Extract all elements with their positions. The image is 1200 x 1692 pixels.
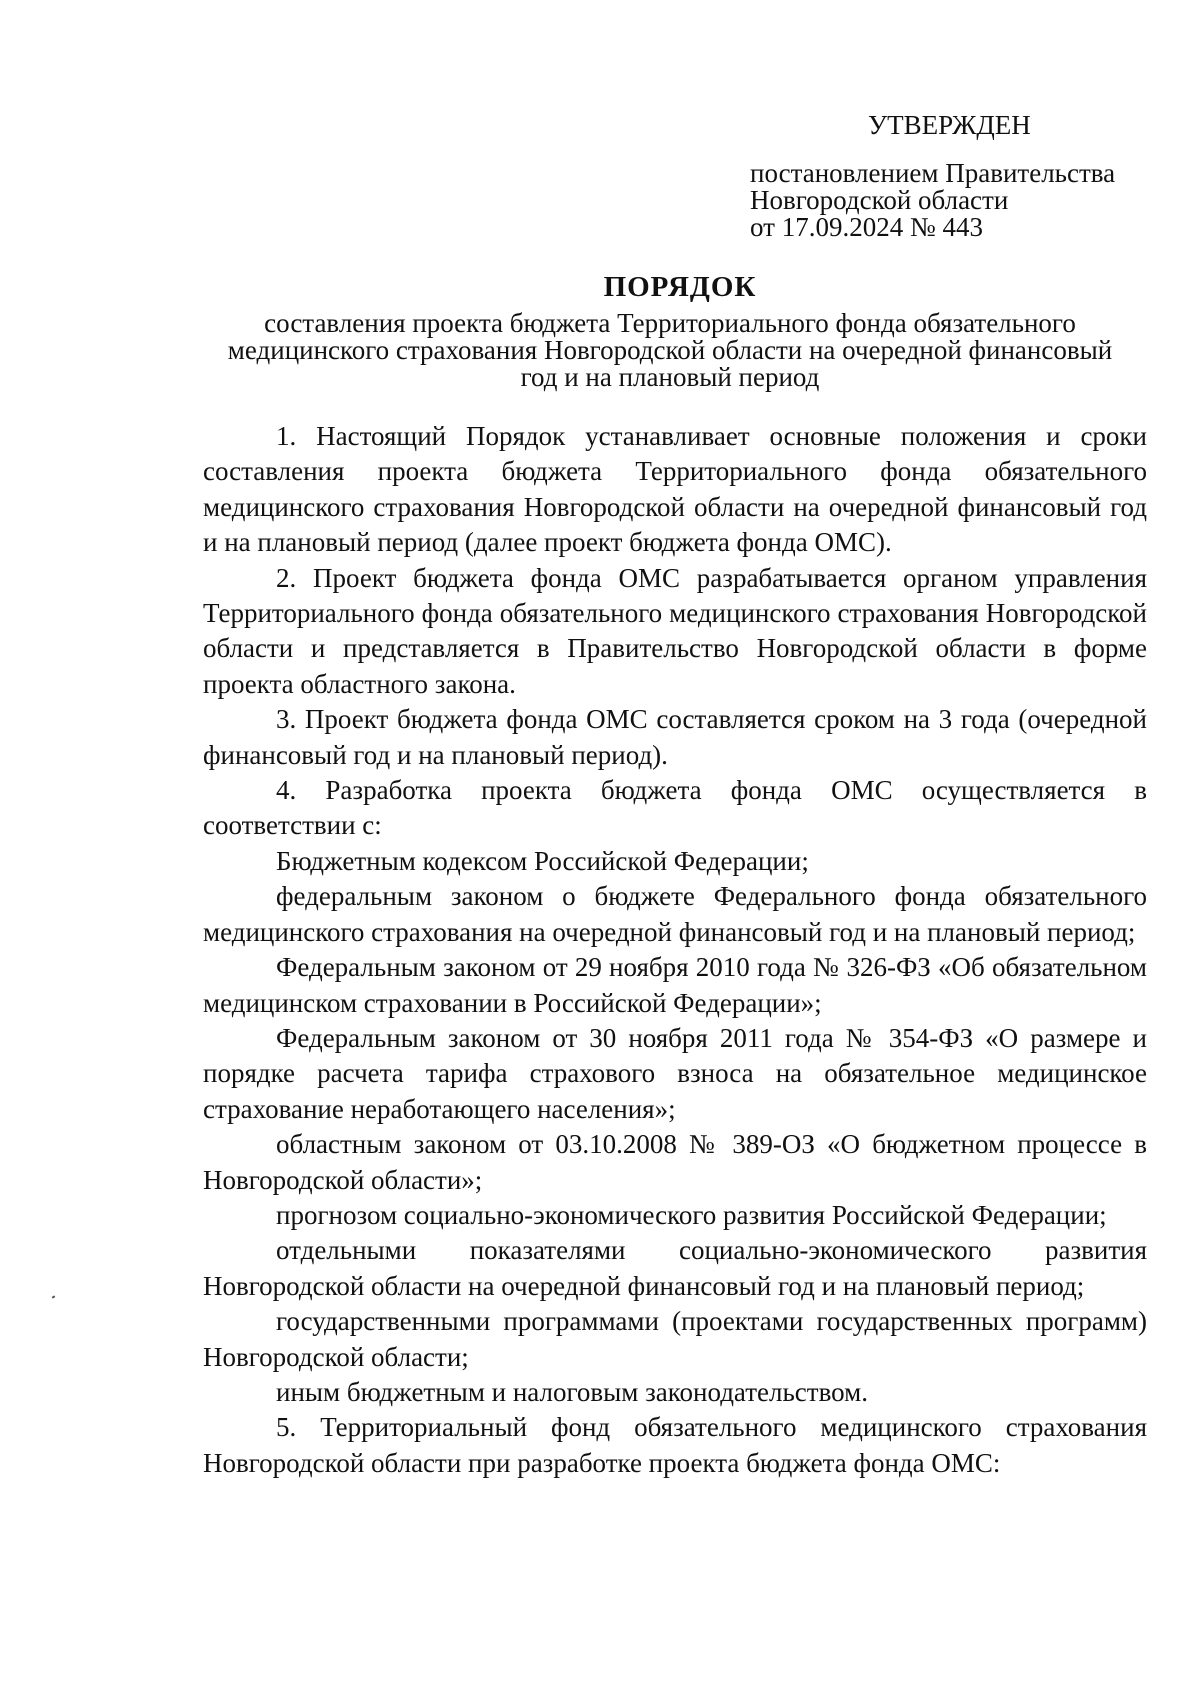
approval-line: постановлением Правительства bbox=[750, 158, 1116, 188]
document-body bbox=[203, 419, 1147, 1481]
paragraph-5: 5. Территориальный фонд обязательного медицинского страхования Новгородской области при разработке проекта бюджета фонда ОМС: bbox=[203, 1412, 1147, 1478]
list-item: Федеральным законом от 30 ноября 2011 года № 354-ФЗ «О размере и порядке расчета тарифа страхового взноса на обязательное медицинское страхование неработающего населения»; bbox=[203, 1022, 1147, 1124]
list-item: Бюджетным кодексом Российской Федерации; bbox=[276, 845, 809, 876]
document-title: ПОРЯДОК bbox=[603, 271, 757, 303]
subtitle-line: медицинского страхования Новгородской области на очередной финансовый bbox=[227, 335, 1113, 365]
list-item: иным бюджетным и налоговым законодательством. bbox=[276, 1376, 868, 1407]
document-subtitle bbox=[190, 310, 1150, 391]
paragraph-1: 1. Настоящий Порядок устанавливает основные положения и сроки составления проекта бюджета Территориального фонда обязательного медицинского страхования Новгородской области на очередной финансовый год и на плановый период (далее проект бюджета фонда ОМС). bbox=[203, 421, 1147, 558]
approval-line: Новгородской области bbox=[750, 185, 1009, 215]
approval-date-number: от 17.09.2024 № 443 bbox=[750, 212, 983, 242]
paragraph-3: 3. Проект бюджета фонда ОМС составляется сроком на 3 года (очередной финансовый год и на плановый период). bbox=[203, 704, 1147, 770]
list-item: отдельными показателями социально-экономического развития Новгородской области на очередной финансовый год и на плановый период; bbox=[203, 1235, 1147, 1301]
list-item: Федеральным законом от 29 ноября 2010 года № 326-ФЗ «Об обязательном медицинском страховании в Российской Федерации»; bbox=[203, 952, 1147, 1018]
list-item: федеральным законом о бюджете Федерального фонда обязательного медицинского страхования на очередной финансовый год и на плановый период; bbox=[203, 881, 1147, 947]
approval-stamp bbox=[750, 112, 1150, 241]
scan-speck bbox=[52, 1295, 56, 1298]
list-item: государственными программами (проектами государственных программ) Новгородской области; bbox=[203, 1306, 1147, 1372]
paragraph-4: 4. Разработка проекта бюджета фонда ОМС осуществляется в соответствии с: bbox=[203, 775, 1147, 841]
list-item: прогнозом социально-экономического развития Российской Федерации; bbox=[276, 1199, 1107, 1230]
paragraph-2: 2. Проект бюджета фонда ОМС разрабатывается органом управления Территориального фонда обязательного медицинского страхования Новгородской области и представляется в Правительство Новгородской области в форме проекта областного закона. bbox=[203, 562, 1147, 699]
subtitle-line: составления проекта бюджета Территориального фонда обязательного bbox=[264, 308, 1076, 338]
approval-title: УТВЕРЖДЕН bbox=[868, 110, 1031, 140]
list-item: областным законом от 03.10.2008 № 389-ОЗ «О бюджетном процессе в Новгородской области»; bbox=[203, 1129, 1147, 1195]
subtitle-line: год и на плановый период bbox=[520, 362, 820, 392]
